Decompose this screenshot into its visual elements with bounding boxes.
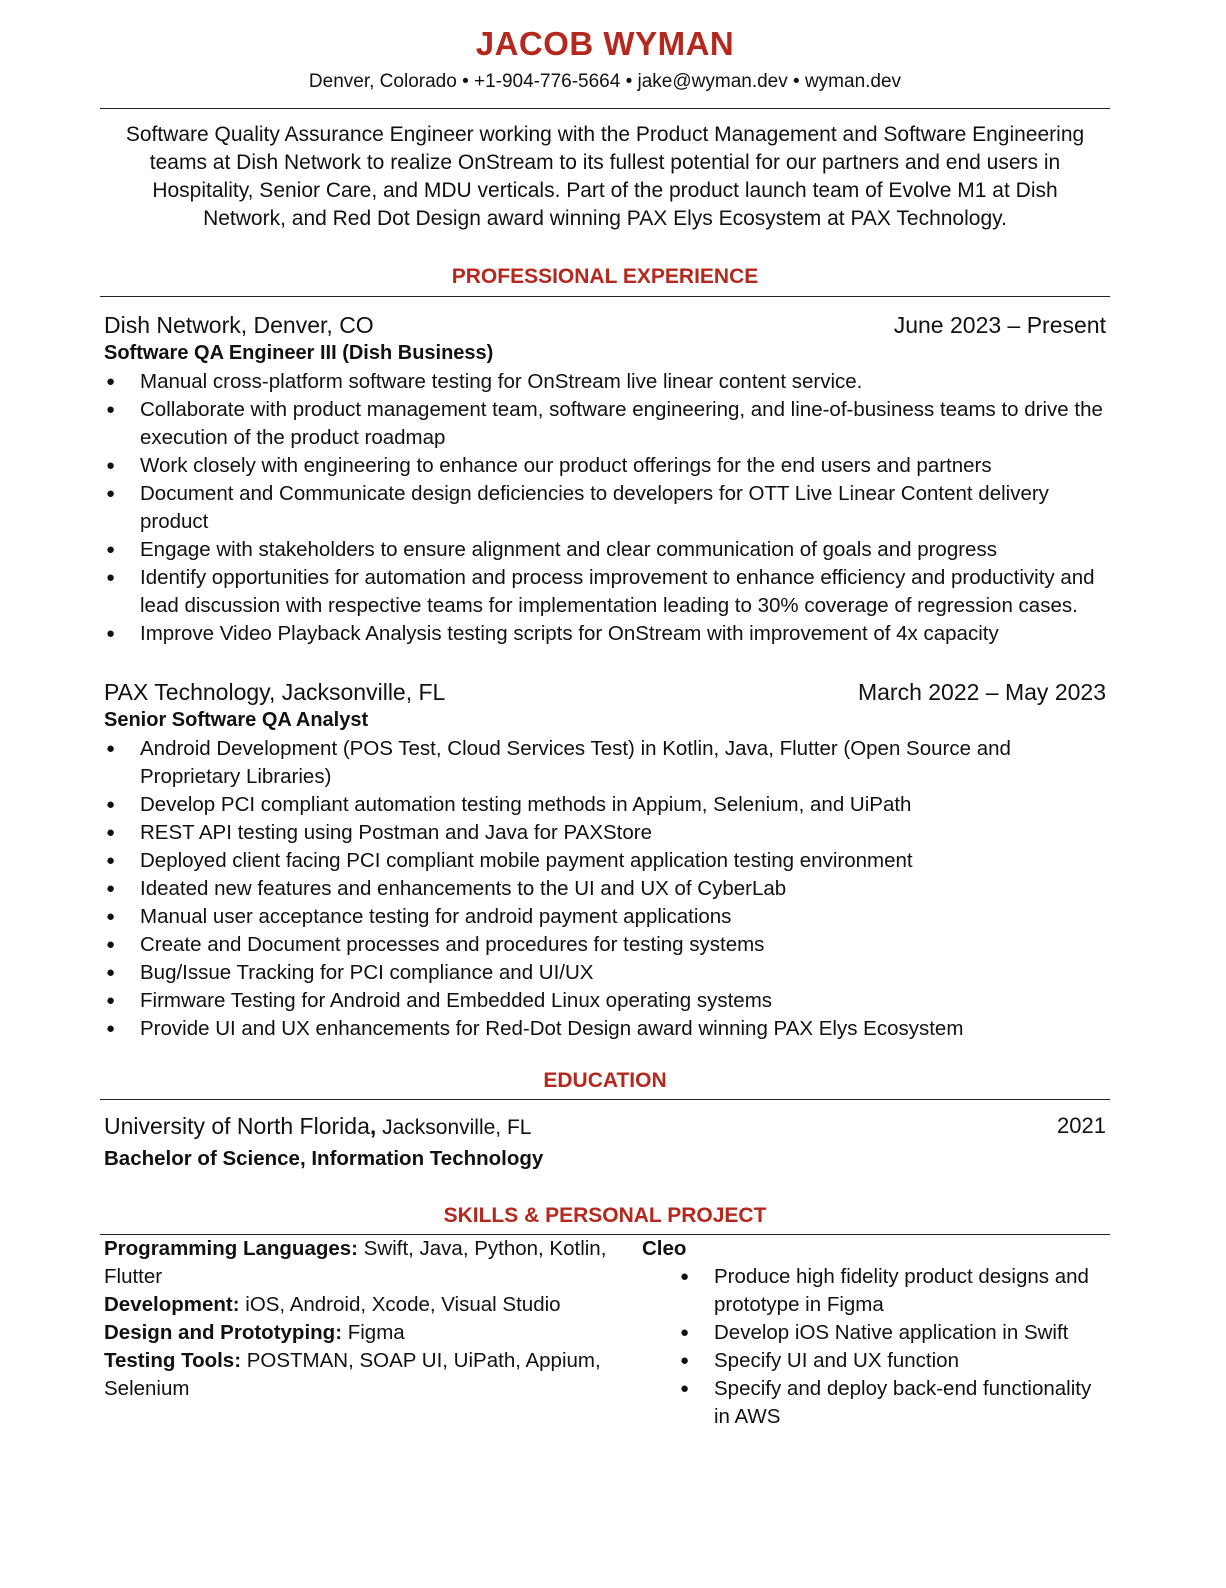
education-heading: EDUCATION	[543, 1069, 667, 1092]
bullet-item: ● Specify UI and UX function	[678, 1347, 1106, 1375]
job-bullets	[100, 368, 1110, 648]
job-company: Dish Network, Denver, CO	[104, 312, 374, 338]
bullet-item: ● Manual user acceptance testing for android payment applications	[104, 903, 1110, 931]
bullet-item: ● Document and Communicate design deficiencies to developers for OTT Live Linear Content delivery product	[104, 480, 1110, 536]
skill-label: Programming Languages:	[104, 1237, 359, 1260]
school-comma: ,	[369, 1113, 377, 1139]
bullet-item: ● Identify opportunities for automation and process improvement to enhance efficiency and productivity and lead discussion with respective teams for implementation leading to 30% coverage of regression cases.	[104, 564, 1110, 620]
bullet-item: ● Android Development (POS Test, Cloud Services Test) in Kotlin, Java, Flutter (Open Source and Proprietary Libraries)	[104, 735, 1110, 791]
project-bullets	[642, 1263, 1106, 1431]
skill-item	[104, 1235, 624, 1291]
skills-section	[100, 1235, 1110, 1431]
bullet-item: ● Bug/Issue Tracking for PCI compliance and UI/UX	[104, 959, 1110, 987]
bullet-item: ● REST API testing using Postman and Java for PAXStore	[104, 819, 1110, 847]
job-dish	[100, 297, 1110, 648]
bullet-item: ● Create and Document processes and procedures for testing systems	[104, 931, 1110, 959]
skill-value: iOS, Android, Xcode, Visual Studio	[239, 1293, 561, 1316]
bullet-item: ● Engage with stakeholders to ensure alignment and clear communication of goals and progress	[104, 536, 1110, 564]
personal-project	[624, 1235, 1106, 1431]
bullet-item: ● Firmware Testing for Android and Embedded Linux operating systems	[104, 987, 1110, 1015]
skill-item	[104, 1319, 624, 1347]
summary-paragraph: Software Quality Assurance Engineer working with the Product Management and Software Engineering teams at Dish Network to realize OnStream to its fullest potential for our partners and end users in Hospitality, Senior Care, and MDU verticals. Part of the product launch team of Evolve M1 at Dish Network, and Red Dot Design award winning PAX Elys Ecosystem at PAX Technology.	[125, 123, 1085, 230]
skill-label: Testing Tools:	[104, 1349, 242, 1372]
bullet-item: ● Provide UI and UX enhancements for Red-Dot Design award winning PAX Elys Ecosystem	[104, 1015, 1110, 1043]
bullet-item: ● Develop iOS Native application in Swift	[678, 1319, 1106, 1347]
graduation-year: 2021	[1057, 1113, 1106, 1138]
job-role: Senior Software QA Analyst	[104, 709, 369, 731]
skill-value: Figma	[342, 1321, 405, 1344]
degree: Bachelor of Science, Information Technology	[104, 1147, 544, 1170]
contact-line: Denver, Colorado • +1-904-776-5664 • jake@wyman.dev • wyman.dev	[308, 71, 902, 92]
bullet-item: ● Deployed client facing PCI compliant mobile payment application testing environment	[104, 847, 1110, 875]
skill-value: Swift, Java, Python, Kotlin, Flutter	[104, 1237, 607, 1288]
bullet-item: ● Develop PCI compliant automation testing methods in Appium, Selenium, and UiPath	[104, 791, 1110, 819]
skills-list	[104, 1235, 624, 1431]
bullet-item: ● Specify and deploy back-end functionality in AWS	[678, 1375, 1106, 1431]
education-entry	[100, 1100, 1110, 1144]
candidate-name: JACOB WYMAN	[475, 25, 735, 62]
bullet-item: ● Improve Video Playback Analysis testing scripts for OnStream with improvement of 4x capacity	[104, 620, 1110, 648]
bullet-item: ● Work closely with engineering to enhance our product offerings for the end users and partners	[104, 452, 1110, 480]
skill-label: Design and Prototyping:	[104, 1321, 343, 1344]
school-location: Jacksonville, FL	[376, 1116, 532, 1139]
job-dates: March 2022 – May 2023	[857, 679, 1106, 705]
bullet-item: ● Ideated new features and enhancements to the UI and UX of CyberLab	[104, 875, 1110, 903]
skill-label: Development:	[104, 1293, 240, 1316]
bullet-item: ● Collaborate with product management team, software engineering, and line-of-business teams to drive the execution of the product roadmap	[104, 396, 1110, 452]
job-role: Software QA Engineer III (Dish Business)	[104, 342, 494, 364]
skill-item	[104, 1291, 624, 1319]
job-company: PAX Technology, Jacksonville, FL	[104, 679, 446, 705]
experience-heading: PROFESSIONAL EXPERIENCE	[451, 265, 759, 288]
skill-value: POSTMAN, SOAP UI, UiPath, Appium, Selenium	[104, 1349, 601, 1400]
job-pax	[100, 648, 1110, 1043]
job-dates: June 2023 – Present	[893, 312, 1106, 338]
bullet-item: ● Manual cross-platform software testing for OnStream live linear content service.	[104, 368, 1110, 396]
project-name: Cleo	[642, 1237, 687, 1260]
skills-heading: SKILLS & PERSONAL PROJECT	[443, 1204, 767, 1227]
school-name: University of North Florida	[104, 1113, 370, 1139]
bullet-item: ● Produce high fidelity product designs and prototype in Figma	[678, 1263, 1106, 1319]
job-bullets	[100, 735, 1110, 1043]
skill-item	[104, 1347, 624, 1403]
